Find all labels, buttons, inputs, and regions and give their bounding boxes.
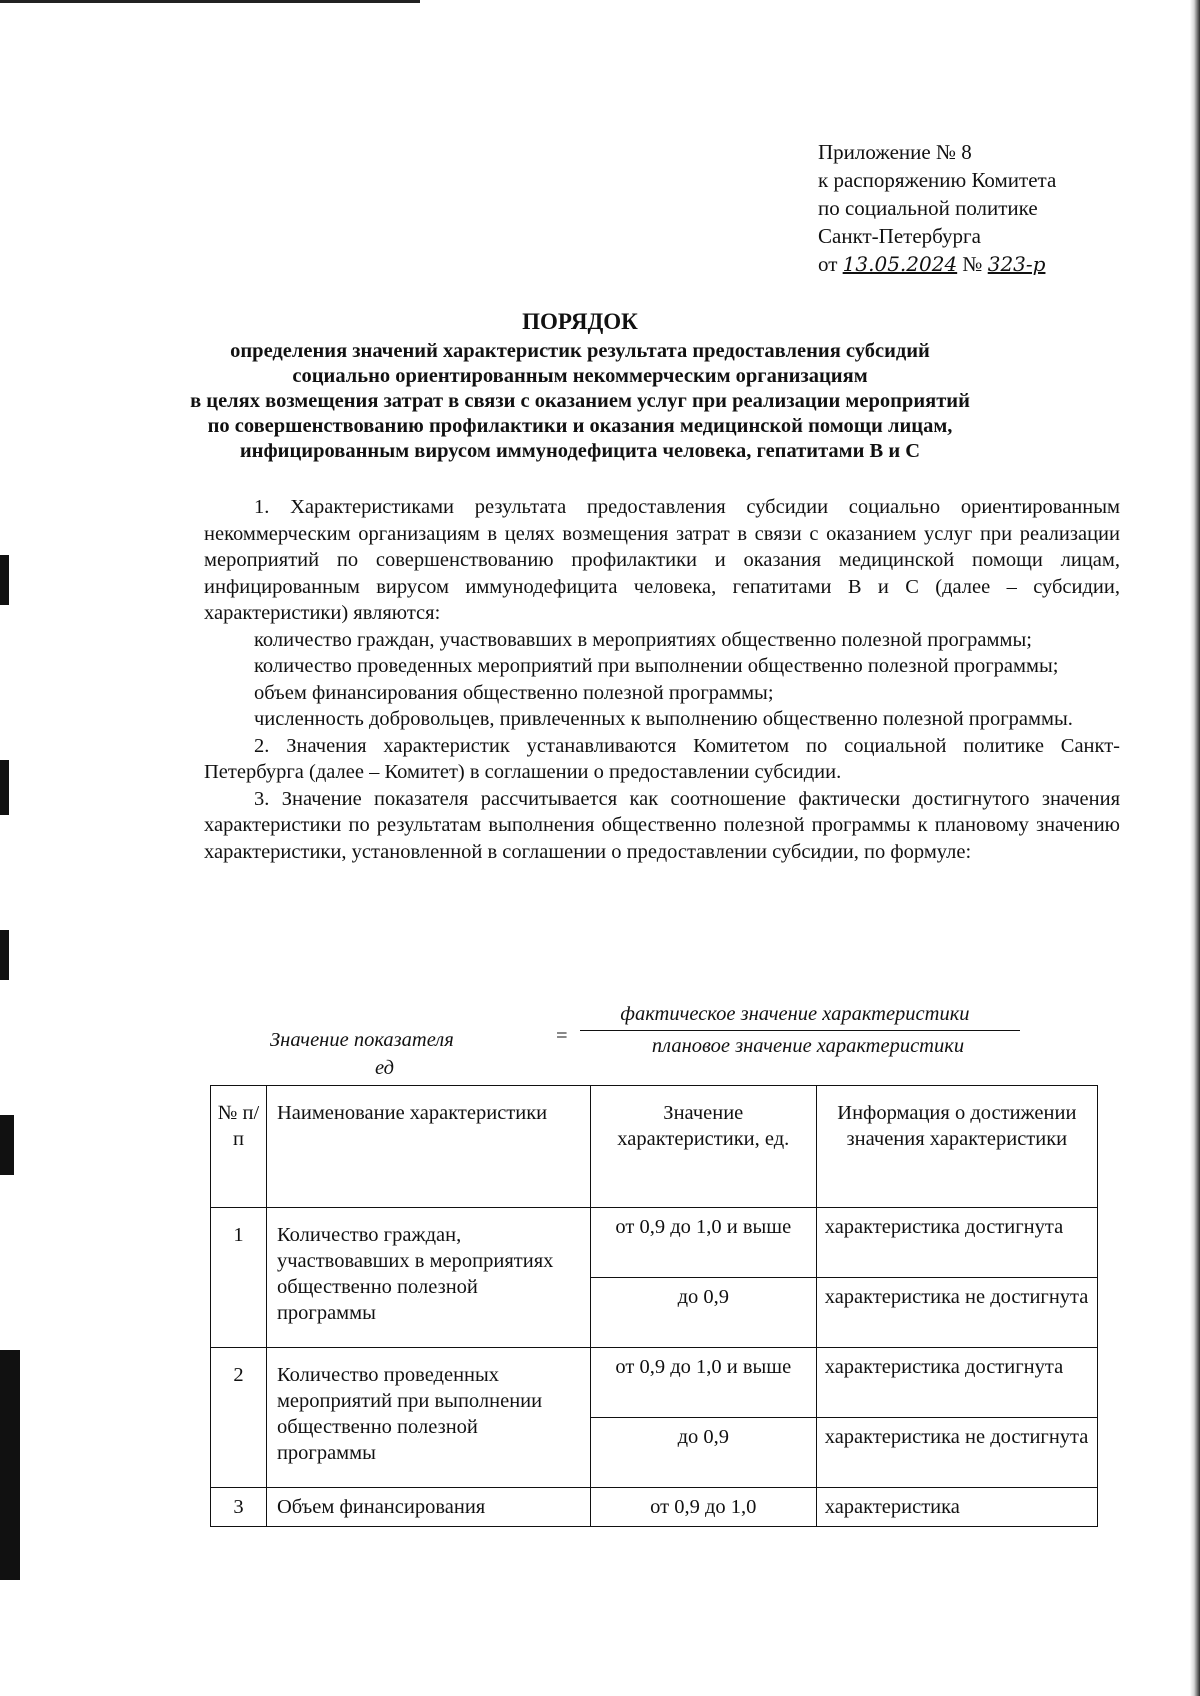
header-info: Информация о достижении значения характеристики bbox=[816, 1086, 1097, 1208]
formula bbox=[270, 1003, 1040, 1088]
row-num: 2 bbox=[211, 1348, 267, 1488]
appendix-line: Приложение № 8 bbox=[818, 140, 972, 164]
list-item: количество проведенных мероприятий при выполнении общественно полезной программы; bbox=[254, 655, 1059, 677]
document-body bbox=[204, 494, 1120, 865]
scan-edge-right bbox=[1190, 0, 1200, 1696]
title-line: инфицированным вирусом иммунодефицита человека, гепатитами В и С bbox=[239, 440, 921, 462]
formula-fraction-bar bbox=[580, 1030, 1020, 1031]
list-item: количество граждан, участвовавших в мероприятиях общественно полезной программы; bbox=[254, 628, 1032, 651]
table-row bbox=[211, 1488, 1098, 1527]
row-value: от 0,9 до 1,0 bbox=[590, 1488, 816, 1527]
row-name: Количество проведенных мероприятий при выполнении общественно полезной программы bbox=[266, 1348, 590, 1488]
date-value: 13.05.2024 bbox=[842, 252, 958, 276]
paragraph-1: 1. Характеристиками результата предоставления субсидии социально ориентированным некоммерческим организациям в целях возмещения затрат в связи с оказанием услуг при реализации мероприятий по совершенствованию профилактики и оказания медицинской помощи лицам, инфицированным вирусом иммунодефицита человека, гепатитами В и С (далее – субсидии, характеристики) являются: bbox=[204, 496, 1120, 624]
row-info: характеристика достигнута bbox=[816, 1348, 1097, 1418]
title-line: определения значений характеристик результата предоставления субсидий bbox=[230, 340, 930, 362]
title-line: по совершенствованию профилактики и оказания медицинской помощи лицам, bbox=[207, 415, 953, 437]
row-info: характеристика не достигнута bbox=[816, 1278, 1097, 1348]
date-prefix: от bbox=[818, 252, 838, 276]
list-item: объем финансирования общественно полезной программы; bbox=[254, 681, 774, 704]
row-info: характеристика bbox=[816, 1488, 1097, 1527]
number-value: 323-р bbox=[987, 252, 1046, 276]
scan-edge-left-mark bbox=[0, 1350, 20, 1580]
row-num: 3 bbox=[211, 1488, 267, 1527]
appendix-date-line bbox=[818, 250, 1158, 278]
row-value: от 0,9 до 1,0 и выше bbox=[590, 1348, 816, 1418]
formula-lhs-subscript: ед bbox=[375, 1057, 394, 1079]
table-row bbox=[211, 1208, 1098, 1278]
title-line: в целях возмещения затрат в связи с оказанием услуг при реализации мероприятий bbox=[190, 390, 970, 412]
row-name: Объем финансирования bbox=[266, 1488, 590, 1527]
appendix-line: по социальной политике bbox=[818, 196, 1038, 220]
header-num: № п/п bbox=[211, 1086, 267, 1208]
list-item: численность добровольцев, привлеченных к выполнению общественно полезной программы. bbox=[254, 708, 1073, 730]
document-title bbox=[160, 307, 1000, 464]
appendix-header bbox=[818, 138, 1158, 278]
scan-edge-left-mark bbox=[0, 555, 9, 605]
row-value: от 0,9 до 1,0 и выше bbox=[590, 1208, 816, 1278]
table-header-row bbox=[211, 1086, 1098, 1208]
scan-edge-left-mark bbox=[0, 1115, 14, 1175]
row-name: Количество граждан, участвовавших в мероприятиях общественно полезной программы bbox=[266, 1208, 590, 1348]
title-main: ПОРЯДОК bbox=[522, 309, 638, 334]
paragraph-3: 3. Значение показателя рассчитывается как соотношение фактически достигнутого значения характеристики по результатам выполнения общественно полезной программы к плановому значению характеристики, установленной в соглашении о предоставлении субсидии, по формуле: bbox=[204, 787, 1120, 863]
row-value: до 0,9 bbox=[590, 1278, 816, 1348]
scan-edge-left-mark bbox=[0, 760, 9, 815]
scan-edge-top bbox=[0, 0, 420, 3]
formula-lhs: Значение показателя bbox=[270, 1029, 454, 1051]
row-value: до 0,9 bbox=[590, 1418, 816, 1488]
formula-numerator: фактическое значение характеристики bbox=[620, 1003, 970, 1025]
appendix-line: Санкт-Петербурга bbox=[818, 224, 981, 248]
row-info: характеристика не достигнута bbox=[816, 1418, 1097, 1488]
formula-denominator: плановое значение характеристики bbox=[651, 1035, 965, 1057]
number-prefix: № bbox=[962, 252, 983, 276]
table-row bbox=[211, 1348, 1098, 1418]
appendix-line: к распоряжению Комитета bbox=[818, 168, 1057, 192]
characteristics-table bbox=[210, 1085, 1098, 1527]
paragraph-2: 2. Значения характеристик устанавливаются Комитетом по социальной политике Санкт-Петербурга (далее – Комитет) в соглашении о предоставлении субсидии. bbox=[204, 734, 1120, 783]
title-line: социально ориентированным некоммерческим организациям bbox=[292, 365, 868, 387]
row-info: характеристика достигнута bbox=[816, 1208, 1097, 1278]
header-value: Значение характеристики, ед. bbox=[590, 1086, 816, 1208]
formula-equals: = bbox=[556, 1025, 568, 1047]
scan-edge-left-mark bbox=[0, 930, 9, 980]
row-num: 1 bbox=[211, 1208, 267, 1348]
header-name: Наименование характеристики bbox=[266, 1086, 590, 1208]
